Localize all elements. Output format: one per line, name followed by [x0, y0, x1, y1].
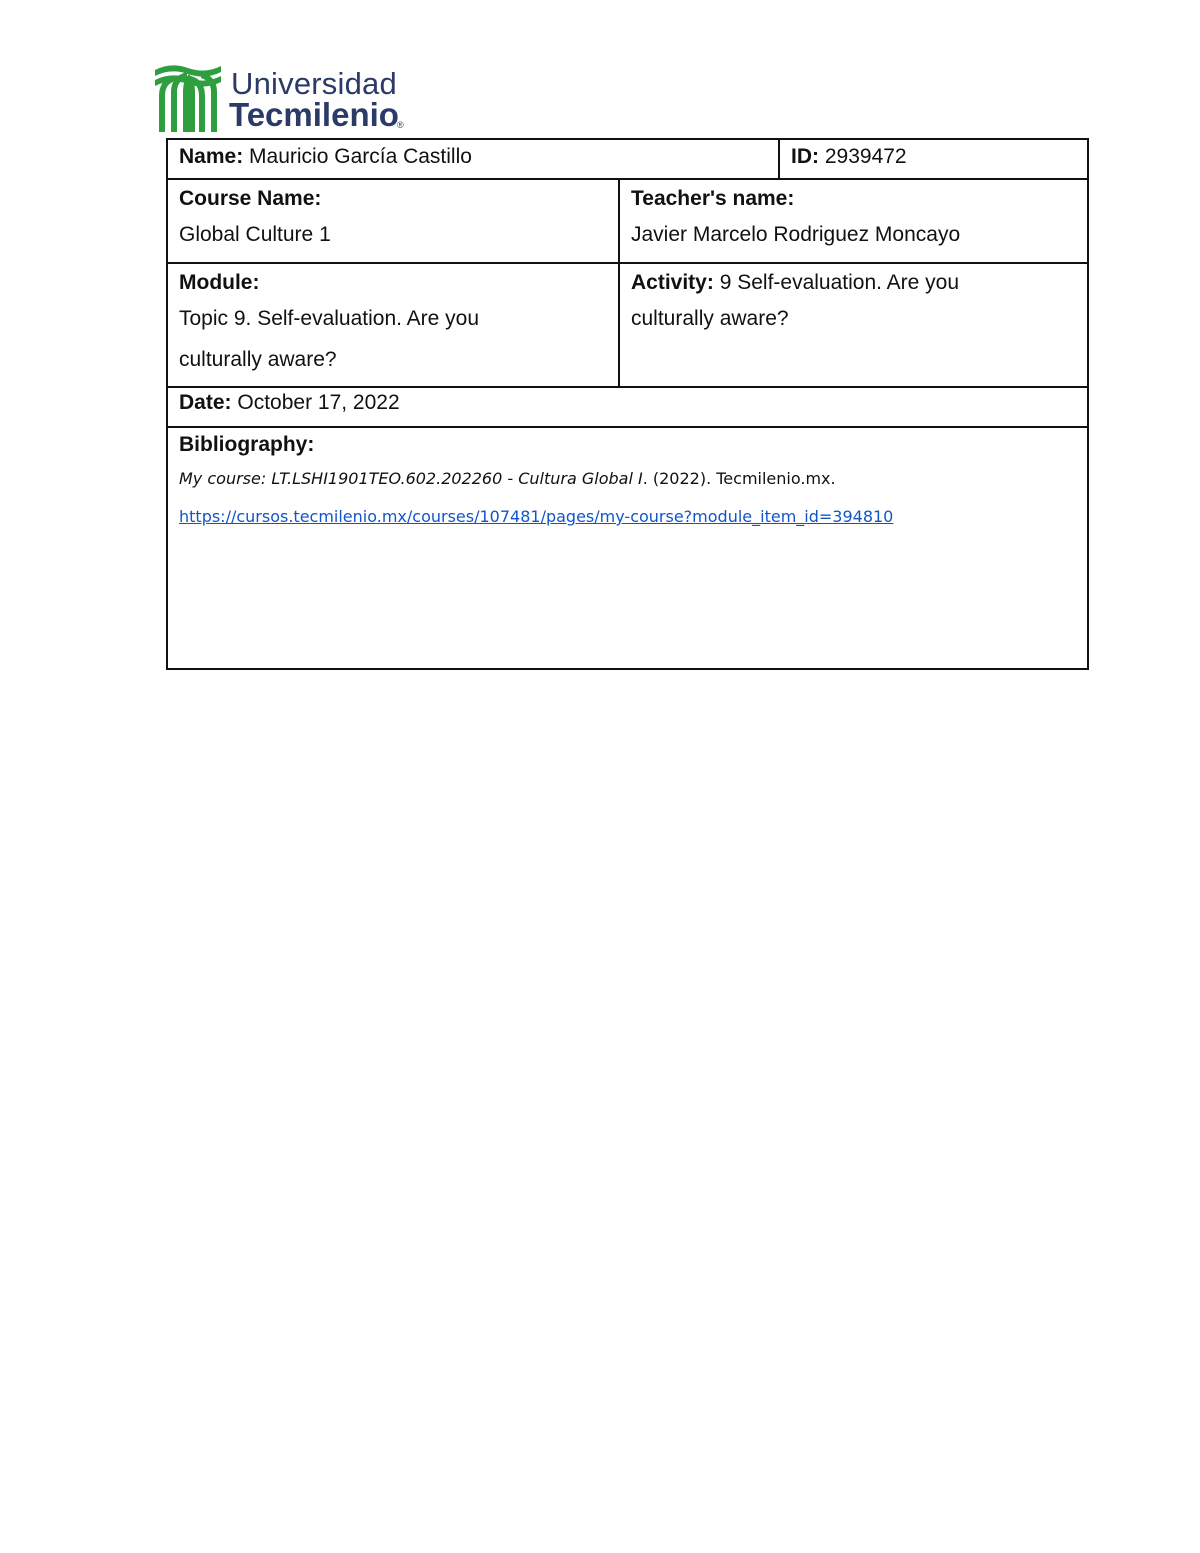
bibliography-reference — [179, 468, 1077, 490]
activity-label: Activity: — [631, 271, 714, 294]
date-cell — [167, 387, 1088, 427]
teacher-value: Javier Marcelo Rodriguez Moncayo — [631, 223, 961, 246]
bibliography-link[interactable]: https://cursos.tecmilenio.mx/courses/107481/pages/my-course?module_item_id=394810 — [179, 507, 894, 526]
reference-title: My course: LT.LSHI1901TEO.602.202260 - Cultura Global I — [179, 469, 643, 488]
module-cell — [167, 263, 619, 387]
activity-value-line2: culturally aware? — [631, 307, 789, 330]
university-logo — [153, 60, 423, 136]
activity-value-line1: 9 Self-evaluation. Are you — [719, 271, 960, 294]
module-value-line1: Topic 9. Self-evaluation. Are you — [179, 307, 480, 330]
date-label: Date: — [179, 391, 232, 414]
teacher-cell — [619, 179, 1088, 263]
course-label: Course Name: — [179, 187, 322, 210]
tecmilenio-logo-icon — [153, 62, 223, 132]
date-value: October 17, 2022 — [237, 391, 400, 414]
name-row — [167, 139, 1088, 179]
course-cell — [167, 179, 619, 263]
logo-text-tecmilenio: Tecmilenio — [229, 96, 399, 133]
activity-cell — [619, 263, 1088, 387]
bibliography-cell — [167, 427, 1088, 669]
id-cell — [779, 139, 1088, 179]
logo-text-universidad: Universidad — [231, 66, 397, 101]
module-value-line2: culturally aware? — [179, 348, 337, 371]
name-cell — [167, 139, 779, 179]
course-value: Global Culture 1 — [179, 223, 331, 246]
student-info-table — [166, 138, 1089, 670]
registered-mark: ® — [397, 120, 404, 130]
date-row — [167, 387, 1088, 427]
id-label: ID: — [791, 145, 820, 168]
bibliography-label: Bibliography: — [179, 433, 315, 456]
bibliography-row — [167, 427, 1088, 669]
module-row — [167, 263, 1088, 387]
id-value: 2939472 — [824, 145, 907, 168]
teacher-label: Teacher's name: — [631, 187, 795, 210]
activity-line1 — [631, 268, 1077, 298]
module-label: Module: — [179, 271, 260, 294]
course-row — [167, 179, 1088, 263]
name-value: Mauricio García Castillo — [249, 145, 472, 168]
name-label: Name: — [179, 145, 244, 168]
reference-details: . (2022). Tecmilenio.mx. — [642, 469, 836, 488]
